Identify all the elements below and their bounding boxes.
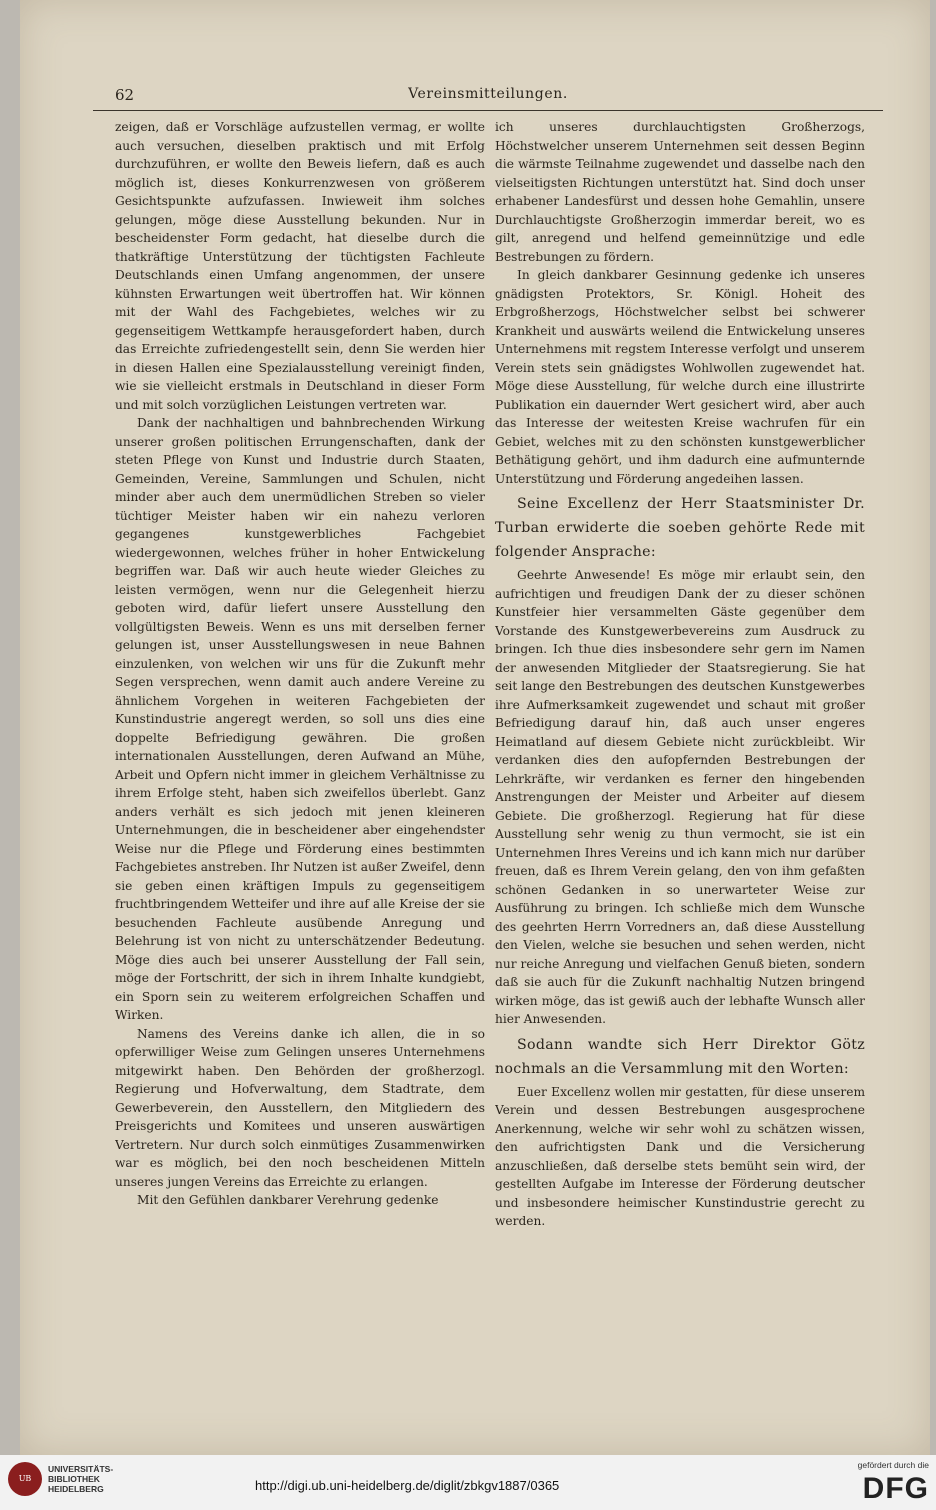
right-column: [495, 118, 865, 1316]
page-header: [93, 84, 883, 111]
page-number: 62: [115, 86, 135, 104]
section-heading: Seine Excellenz der Herr Staatsminister Dr. Turban erwiderte die soeben gehörte Rede mit folgender Ansprache:: [495, 496, 865, 560]
running-title: Vereinsmitteilungen.: [408, 86, 568, 102]
paragraph: Geehrte Anwesende! Es möge mir erlaubt sein, den aufrichtigen und freudigen Dank der zu dieser schönen Kunstfeier hier versammelten Gäste gegenüber dem Vorstande des Kunstgewerbevereins zum Ausdruck zu bringen. Ich thue dies insbesondere sehr gern im Namen der anwesenden Mitglieder der Staatsregierung. Sie hat seit lange den Bestrebungen des deutschen Kunstgewerbes ihre Aufmerksamkeit zugewendet und schaut mit großer Befriedigung darauf hin, daß auch unser engeres Heimatland auf diesem Gebiete nicht zurückbleibt. Wir verdanken dies den aufopfernden Bestrebungen der Lehrkräfte, wir verdanken es ferner den hingebenden Anstrengungen der Meister und Arbeiter auf diesem Gebiete. Die großherzogl. Regierung hat für diese Ausstellung sehr wenig zu thun vermocht, sie ist ein Unternehmen Ihres Vereins und ich kann mich nur darüber freuen, daß es Ihrem Verein gelang, den von ihm gefaßten schönen Gedanken in so unerwarteter Weise zur Ausführung zu bringen. Ich schließe mich dem Wunsche des geehrten Herrn Vorredners an, daß diese Ausstellung den Vielen, welche sie besuchen und sehen werden, nicht nur reiche Anregung und vielfachen Genuß bieten, sondern daß sie auch für die Zukunft nachhaltig Nutzen bringend wirken möge, das ist gewiß auch der lebhafte Wunsch aller hier Anwesenden.: [495, 568, 865, 1026]
funder-badge[interactable]: [815, 1458, 933, 1506]
paragraph: Dank der nachhaltigen und bahnbrechenden Wirkung unserer großen politischen Errungenschaften, dank der steten Pflege von Kunst und Industrie durch Staaten, Gemeinden, Vereine, Sammlungen und Schulen, nicht minder aber auch dem unermüdlichen Streben so vieler tüchtiger Meister haben wir ein nahezu verloren gegangenes kunstgewerbliches Fachgebiet wiedergewonnen, welches früher in hoher Entwickelung begriffen war. Daß wir auch heute wieder Gleiches zu leisten vermögen, wenn nur die Gelegenheit hierzu geboten wird, dafür liefert unsere Ausstellung den vollgültigsten Beweis. Wenn es uns mit derselben ferner gelungen ist, unser Ausstellungswesen in neue Bahnen einzulenken, von welchen wir uns für die Zukunft mehr Segen versprechen, wenn damit auch andere Vereine zu ähnlichem Vorgehen in weiteren Fachgebieten der Kunstindustrie angeregt werden, so soll uns dies eine doppelte Befriedigung gewähren. Die großen internationalen Ausstellungen, deren Aufwand an Mühe, Arbeit und Opfern nicht immer in gleichem Verhältnisse zu ihrem Erfolge steht, haben sich zweifellos überlebt. Ganz anders verhält es sich jedoch mit jenen kleineren Unternehmungen, die in bescheidener aber eingehendster Weise nur die Pflege und Förderung eines bestimmten Fachgebietes anstreben. Ihr Nutzen ist außer Zweifel, denn sie geben einen kräftigen Impuls zu gegenseitigem fruchtbringendem Wetteifer und ihre auf alle Kreise der sie besuchenden Fachleute ausübende Anregung und Belehrung ist von nicht zu unterschätzender Bedeutung. Möge dies auch bei unserer Ausstellung der Fall sein, möge der Fortschritt, der sich in ihrem Inhalte kundgiebt, ein Sporn sein zu weiterem erfolgreichen Schaffen und Wirken.: [115, 416, 485, 1022]
paragraph: Namens des Vereins danke ich allen, die in so opferwilliger Weise zum Gelingen unseres Unternehmens mitgewirkt haben. Den Behörden der großherzogl. Regierung und Hofverwaltung, dem Stadtrate, dem Gewerbeverein, den Ausstellern, den Mitgliedern des Preisgerichts und Komitees und unseren auswärtigen Vertretern. Nur durch solch einmütiges Zusammenwirken war es möglich, bei den noch bescheidenen Mitteln unseres jungen Vereins das Erreichte zu erlangen.: [115, 1026, 485, 1189]
permalink[interactable]: http://digi.ub.uni-heidelberg.de/diglit/zbkgv1887/0365: [255, 1478, 560, 1493]
paragraph: Euer Excellenz wollen mir gestatten, für diese unserem Verein und dessen Bestrebungen ausgesprochene Anerkennung, welche wir sehr wohl zu schätzen wissen, den aufrichtigsten Dank und die Versicherung anzuschließen, daß derselbe stets bemüht sein wird, der gestellten Aufgabe im Interesse der Förderung deutscher und insbesondere heimischer Kunstindustrie gerecht zu werden.: [495, 1084, 865, 1228]
left-column: [115, 118, 485, 1316]
paragraph: ich unseres durchlauchtigsten Großherzogs, Höchstwelcher unserem Unternehmen seit dessen Beginn die wärmste Teilnahme zugewendet und dasselbe nach den vielseitigsten Richtungen unterstützt hat. Sind doch unser erhabener Landesfürst und dessen hohe Gemahlin, unsere Durchlauchtigste Großherzogin immerdar bereit, wo es gilt, anregend und helfend gemeinnützige und edle Bestrebungen zu fördern.: [495, 120, 865, 264]
library-logo[interactable]: [8, 1462, 148, 1502]
seal-icon: UB: [8, 1462, 42, 1496]
paragraph: zeigen, daß er Vorschläge aufzustellen vermag, er wollte auch versuchen, dieselben praktisch und mit Erfolg durchzuführen, er wollte den Beweis liefern, daß es auch möglich ist, dieses Konkurrenzwesen von größerem Gesichtspunkte aufzufassen. Inwieweit ihm solches gelungen, möge diese Ausstellung bekunden. Nur in bescheidenster Form gedacht, hat dieselbe durch die thatkräftige Unterstützung der tüchtigsten Fachleute Deutschlands einen Umfang angenommen, der unsere kühnsten Erwartungen weit übertroffen hat. Wir können mit der Wahl des Fachgebietes, welches wir zu gegenseitigem Wettkampfe herausgefordert haben, durch das Erreichte zufriedengestellt sein, denn Sie werden hier in diesen Hallen eine Spezialausstellung vereinigt finden, wie sie vielleicht erstmals in Deutschland in dieser Form und mit solch vorzüglichen Leistungen vertreten war.: [115, 120, 485, 412]
paragraph: In gleich dankbarer Gesinnung gedenke ich unseres gnädigsten Protektors, Sr. Königl. Hoheit des Erbgroßherzogs, Höchstwelcher selbst bei schwerer Krankheit und auswärts weilend die Entwickelung unseres Unternehmens mit regstem Interesse verfolgt und unserem Verein stets sein gnädigstes Wohlwollen zugewendet hat. Möge diese Ausstellung, für welche durch eine illustrirte Publikation ein dauernder Wert gesichert wird, aber auch das Interesse der weitesten Kreise wachrufen für ein Gebiet, welches mit zu den schönsten kunstgewerblicher Bethätigung gehört, und ihm dadurch eine aufmunternde Unterstützung und Förderung angedeihen lassen.: [495, 268, 865, 486]
funded-by-label: gefördert durch die: [857, 1460, 929, 1470]
dfg-logo: DFG: [862, 1472, 929, 1505]
library-name: UNIVERSITÄTS-BIBLIOTHEK HEIDELBERG: [48, 1464, 114, 1494]
paragraph: Mit den Gefühlen dankbarer Verehrung gedenke: [137, 1193, 439, 1207]
section-heading: Sodann wandte sich Herr Direktor Götz nochmals an die Versammlung mit den Worten:: [495, 1036, 865, 1077]
